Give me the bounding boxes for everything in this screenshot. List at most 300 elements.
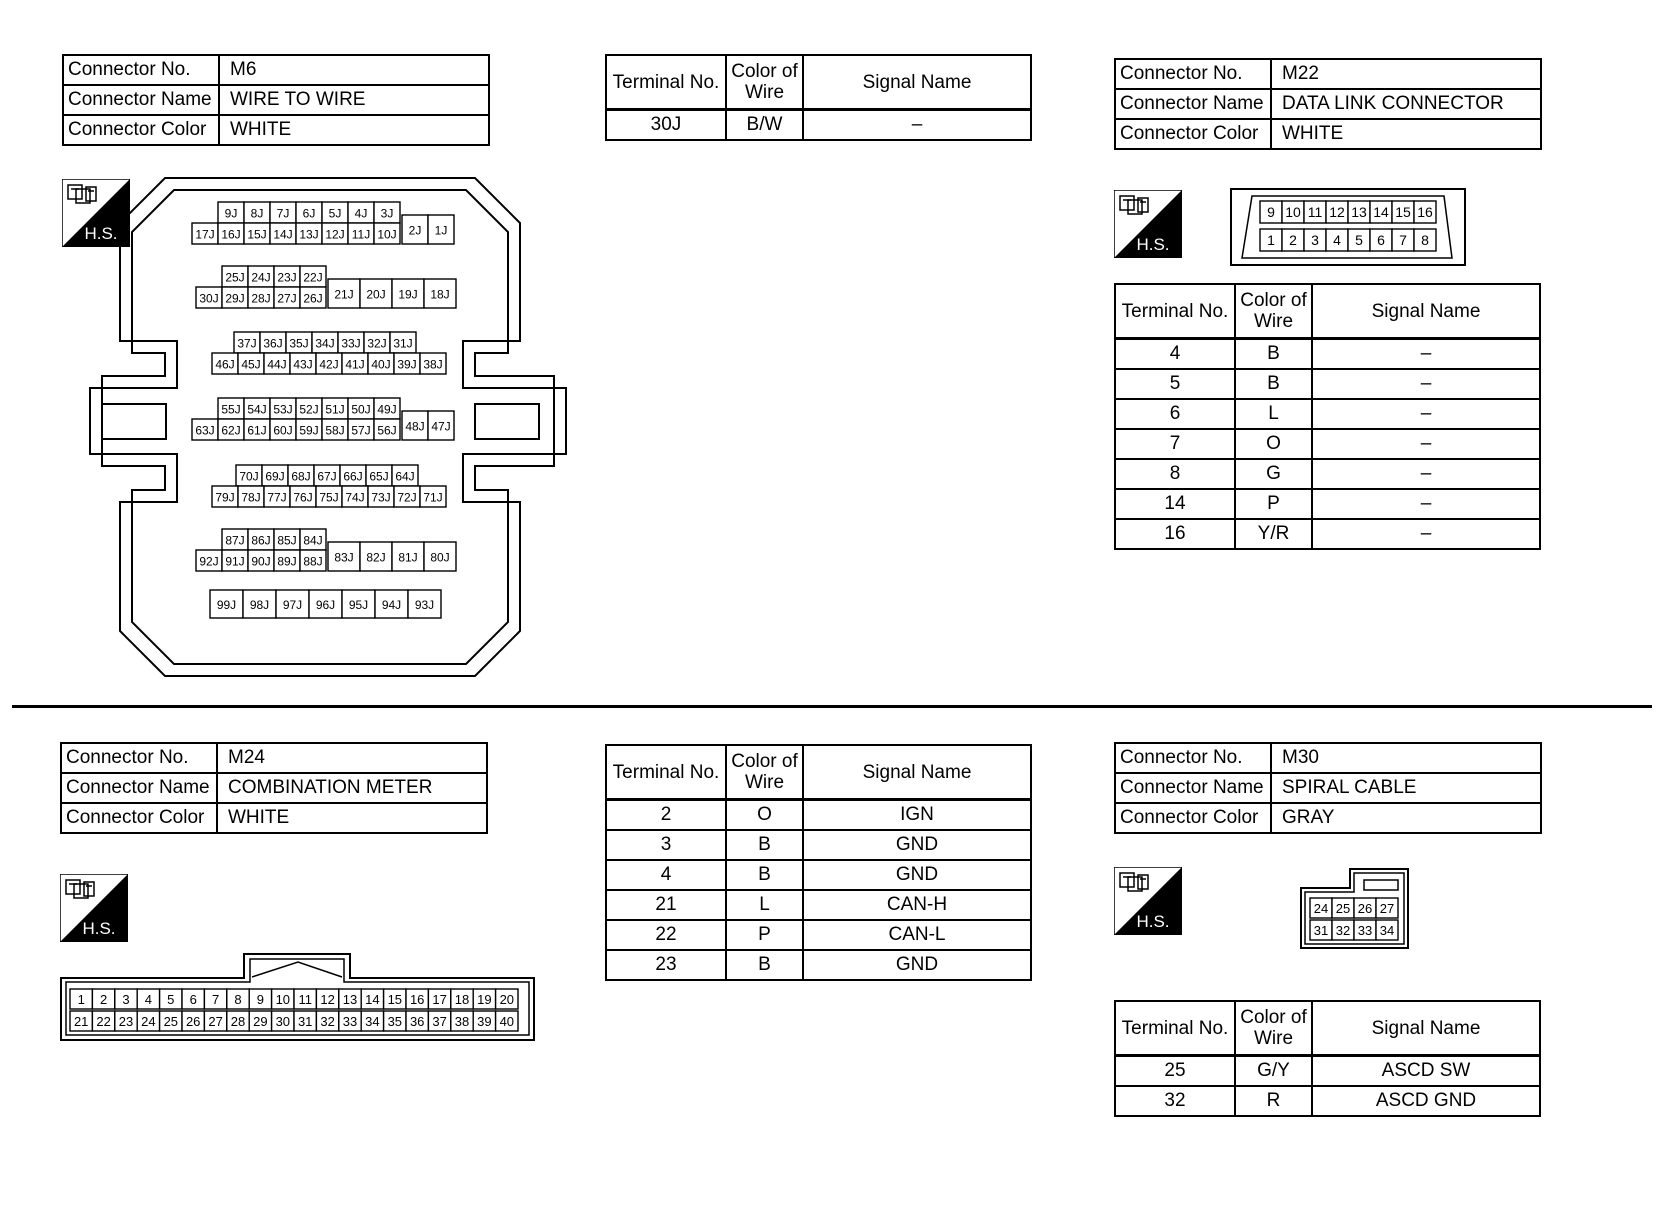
m6-connector-info-table — [62, 54, 490, 146]
pin-cavity — [339, 1011, 361, 1031]
pin-label: 6 — [1377, 232, 1385, 248]
pin-label: 13 — [342, 992, 358, 1007]
pin-cavity — [1414, 229, 1436, 251]
wire-color-cell: O — [1235, 429, 1312, 459]
wire-color-cell: G/Y — [1235, 1056, 1312, 1087]
terminal-cell: 4 — [1115, 339, 1235, 370]
pin-cavity — [428, 989, 450, 1009]
pin-label: 31 — [297, 1014, 313, 1029]
pin-label: 31J — [393, 336, 413, 351]
pin-cavity — [160, 1011, 182, 1031]
pin-label: 37J — [237, 336, 257, 351]
pin-cavity — [420, 353, 446, 374]
signal-cell: – — [1312, 429, 1540, 459]
pin-cavity — [328, 542, 360, 571]
pin-cavity — [244, 223, 270, 244]
m30-terminal-table — [1114, 1000, 1541, 1117]
pin-label: 24 — [1313, 901, 1329, 916]
pin-cavity — [322, 223, 348, 244]
pin-label: 51J — [325, 402, 345, 417]
pin-label: 26 — [1357, 901, 1373, 916]
pin-cavity — [364, 332, 390, 353]
pin-cavity — [270, 202, 296, 223]
pin-label: 13J — [299, 227, 319, 242]
signal-cell: – — [1312, 459, 1540, 489]
wire-color-cell: Y/R — [1235, 519, 1312, 549]
pin-cavity — [248, 266, 274, 287]
pin-label: 73J — [371, 490, 391, 505]
m22-connector-info-table — [1114, 58, 1542, 150]
pin-label: 60J — [273, 423, 293, 438]
signal-name-header: Signal Name — [803, 745, 1031, 800]
pin-cavity — [290, 486, 316, 507]
pin-cavity — [160, 989, 182, 1009]
pin-cavity — [406, 989, 428, 1009]
pin-cavity — [244, 398, 270, 419]
pin-label: 21 — [73, 1014, 89, 1029]
pin-label: 22J — [303, 270, 323, 285]
pin-label: 65J — [369, 469, 389, 484]
m6-connector-name: WIRE TO WIRE — [219, 85, 489, 115]
pin-cavity — [92, 1011, 114, 1031]
wire-color-cell: B — [1235, 339, 1312, 370]
pin-cavity — [368, 486, 394, 507]
pin-cavity — [300, 266, 326, 287]
pin-label: 32 — [1335, 923, 1351, 938]
wire-color-cell: R — [1235, 1086, 1312, 1116]
pin-label: 26 — [185, 1014, 201, 1029]
pin-cavity — [137, 1011, 159, 1031]
pin-label: 25 — [1335, 901, 1351, 916]
pin-cavity — [473, 989, 495, 1009]
pin-cavity — [322, 202, 348, 223]
table-row — [606, 890, 1031, 920]
pin-cavity — [428, 1011, 450, 1031]
pin-cavity — [1282, 229, 1304, 251]
m24-connector-name: COMBINATION METER — [217, 773, 487, 803]
pin-cavity — [402, 411, 428, 440]
pin-cavity — [1326, 229, 1348, 251]
terminal-no-header: Terminal No. — [1115, 284, 1235, 339]
pin-label: 87J — [225, 533, 245, 548]
pin-label: 93J — [414, 598, 435, 612]
pin-cavity — [238, 353, 264, 374]
pin-label: 33 — [342, 1014, 358, 1029]
pin-cavity — [1282, 201, 1304, 223]
pin-cavity — [290, 353, 316, 374]
pin-cavity — [424, 279, 456, 308]
pin-cavity — [218, 223, 244, 244]
pin-cavity — [137, 989, 159, 1009]
pin-cavity — [424, 542, 456, 571]
wire-color-cell: G — [1235, 459, 1312, 489]
table-row — [1115, 1086, 1540, 1116]
pin-label: 9 — [256, 992, 265, 1007]
pin-label: 27 — [208, 1014, 223, 1029]
pin-label: 91J — [225, 554, 245, 569]
pin-cavity — [210, 590, 243, 618]
pin-cavity — [1310, 898, 1332, 918]
pin-label: 78J — [241, 490, 261, 505]
m22-connector-color: WHITE — [1271, 119, 1541, 149]
terminal-cell: 30J — [606, 110, 726, 141]
pin-label: 50J — [351, 402, 371, 417]
connector-name-label: Connector Name — [61, 773, 217, 803]
pin-label: 27 — [1379, 901, 1395, 916]
pin-label: 19J — [398, 287, 418, 302]
pin-label: 74J — [345, 490, 365, 505]
pin-cavity — [374, 223, 400, 244]
wire-color-cell: P — [1235, 489, 1312, 519]
pin-label: 63J — [195, 423, 215, 438]
section-divider — [12, 705, 1652, 708]
pin-label: 67J — [317, 469, 337, 484]
signal-cell: CAN-H — [803, 890, 1031, 920]
pin-cavity — [248, 529, 274, 550]
signal-cell: – — [1312, 489, 1540, 519]
signal-cell: GND — [803, 860, 1031, 890]
pin-label: 24 — [141, 1014, 156, 1029]
m6-connector-color: WHITE — [219, 115, 489, 145]
pin-cavity — [296, 223, 322, 244]
table-row — [606, 860, 1031, 890]
m22-terminal-table — [1114, 283, 1541, 550]
pin-label: 84J — [303, 533, 323, 548]
signal-cell: ASCD GND — [1312, 1086, 1540, 1116]
pin-label: 12 — [1329, 204, 1345, 220]
pin-cavity — [316, 353, 342, 374]
signal-cell: CAN-L — [803, 920, 1031, 950]
pin-cavity — [384, 989, 406, 1009]
pin-label: 72J — [397, 490, 417, 505]
terminal-cell: 5 — [1115, 369, 1235, 399]
pin-cavity — [316, 486, 342, 507]
terminal-no-header: Terminal No. — [606, 745, 726, 800]
pin-cavity — [1348, 229, 1370, 251]
pin-cavity — [204, 989, 226, 1009]
terminal-cell: 22 — [606, 920, 726, 950]
wire-color-cell: B/W — [726, 110, 803, 141]
pin-cavity — [264, 486, 290, 507]
pin-cavity — [402, 215, 428, 244]
pin-label: 11 — [1307, 204, 1323, 220]
pin-cavity — [296, 202, 322, 223]
pin-label: 32J — [367, 336, 387, 351]
pin-label: 45J — [241, 357, 261, 372]
pin-cavity — [338, 332, 364, 353]
harness-side-icon — [1114, 190, 1182, 258]
pin-cavity — [270, 223, 296, 244]
pin-cavity — [1414, 201, 1436, 223]
pin-label: 14 — [1373, 204, 1389, 220]
pin-cavity — [222, 266, 248, 287]
pin-label: 81J — [398, 550, 418, 565]
color-of-wire-header: Color of Wire — [726, 55, 803, 110]
pin-cavity — [264, 353, 290, 374]
pin-label: 80J — [430, 550, 450, 565]
wire-color-cell: B — [726, 950, 803, 980]
pin-label: 76J — [293, 490, 313, 505]
pin-cavity — [243, 590, 276, 618]
pin-cavity — [316, 1011, 338, 1031]
pin-cavity — [70, 989, 92, 1009]
pin-label: 42J — [319, 357, 339, 372]
pin-label: 25 — [163, 1014, 179, 1029]
pin-label: 59J — [299, 423, 319, 438]
connector-color-label: Connector Color — [63, 115, 219, 145]
pin-label: 15 — [387, 992, 403, 1007]
pin-cavity — [218, 398, 244, 419]
pin-cavity — [115, 989, 137, 1009]
connector-color-label: Connector Color — [61, 803, 217, 833]
pin-cavity — [342, 590, 375, 618]
pin-cavity — [392, 279, 424, 308]
terminal-no-header: Terminal No. — [1115, 1001, 1235, 1056]
pin-label: 38J — [423, 357, 443, 372]
pin-label: 3 — [122, 992, 130, 1007]
pin-label: 75J — [319, 490, 339, 505]
pin-cavity — [1348, 201, 1370, 223]
pin-cavity — [360, 279, 392, 308]
terminal-cell: 4 — [606, 860, 726, 890]
m6-connector-no: M6 — [219, 55, 489, 85]
terminal-cell: 16 — [1115, 519, 1235, 549]
pin-label: 53J — [273, 402, 293, 417]
terminal-cell: 2 — [606, 800, 726, 831]
pin-cavity — [248, 287, 274, 308]
m30-connector-no: M30 — [1271, 743, 1541, 773]
harness-side-icon — [1114, 867, 1182, 935]
pin-label: 34J — [315, 336, 335, 351]
pin-cavity — [249, 1011, 271, 1031]
pin-cavity — [92, 989, 114, 1009]
pin-cavity — [420, 486, 446, 507]
connector-name-label: Connector Name — [1115, 89, 1271, 119]
pin-label: 7 — [1399, 232, 1407, 248]
pin-label: 58J — [325, 423, 345, 438]
pin-cavity — [1332, 898, 1354, 918]
pin-label: 95J — [348, 598, 369, 612]
pin-label: 1 — [1267, 232, 1275, 248]
pin-label: 21J — [334, 287, 354, 302]
pin-label: 16J — [221, 227, 241, 242]
pin-label: 33 — [1357, 923, 1373, 938]
table-row — [1115, 519, 1540, 549]
pin-label: 24J — [251, 270, 271, 285]
pin-label: 20 — [499, 992, 515, 1007]
pin-cavity — [274, 529, 300, 550]
pin-cavity — [348, 223, 374, 244]
pin-label: 34 — [365, 1014, 380, 1029]
terminal-cell: 32 — [1115, 1086, 1235, 1116]
pin-cavity — [408, 590, 441, 618]
pin-cavity — [182, 989, 204, 1009]
pin-cavity — [294, 1011, 316, 1031]
pin-cavity — [270, 398, 296, 419]
pin-cavity — [342, 486, 368, 507]
wire-color-cell: B — [726, 860, 803, 890]
pin-label: 8J — [250, 206, 264, 221]
color-of-wire-header: Color of Wire — [1235, 1001, 1312, 1056]
pin-cavity — [1376, 920, 1398, 940]
pin-cavity — [296, 398, 322, 419]
wire-color-cell: B — [726, 830, 803, 860]
pin-label: 11 — [298, 992, 312, 1007]
connector-color-label: Connector Color — [1115, 803, 1271, 833]
pin-cavity — [300, 550, 326, 571]
pin-label: 8 — [1421, 232, 1429, 248]
pin-cavity — [1392, 201, 1414, 223]
m22-pin-grid — [1260, 201, 1436, 251]
terminal-cell: 14 — [1115, 489, 1235, 519]
signal-cell: – — [803, 110, 1031, 141]
pin-cavity — [274, 266, 300, 287]
pin-label: 7J — [276, 206, 290, 221]
pin-label: 70J — [239, 469, 259, 484]
pin-cavity — [348, 398, 374, 419]
connector-no-label: Connector No. — [61, 743, 217, 773]
terminal-cell: 8 — [1115, 459, 1235, 489]
m22-connector-face — [1230, 188, 1466, 268]
wire-color-cell: P — [726, 920, 803, 950]
pin-label: 29 — [253, 1014, 268, 1029]
pin-label: 62J — [221, 423, 241, 438]
pin-label: 10 — [1285, 204, 1301, 220]
pin-label: 79J — [215, 490, 235, 505]
pin-label: 7 — [211, 992, 220, 1007]
pin-label: 38 — [454, 1014, 470, 1029]
pin-cavity — [1370, 229, 1392, 251]
pin-cavity — [192, 419, 218, 440]
pin-label: 40J — [371, 357, 391, 372]
pin-cavity — [244, 202, 270, 223]
table-row — [606, 950, 1031, 980]
wire-color-cell: B — [1235, 369, 1312, 399]
pin-label: 12 — [320, 992, 335, 1007]
pin-label: 31 — [1313, 923, 1329, 938]
pin-label: 66J — [343, 469, 363, 484]
pin-label: 83J — [334, 550, 354, 565]
pin-cavity — [294, 989, 316, 1009]
pin-label: 5 — [167, 992, 175, 1007]
pin-label: 8 — [234, 992, 242, 1007]
pin-cavity — [328, 279, 360, 308]
pin-label: 99J — [216, 598, 237, 612]
m30-connector-name: SPIRAL CABLE — [1271, 773, 1541, 803]
pin-label: 33J — [341, 336, 361, 351]
pin-label: 6J — [302, 206, 316, 221]
pin-label: 16 — [409, 992, 425, 1007]
pin-label: 82J — [366, 550, 386, 565]
pin-cavity — [312, 332, 338, 353]
pin-label: 4J — [354, 206, 368, 221]
pin-label: 46J — [215, 357, 235, 372]
m6-pin-grid — [192, 202, 456, 618]
pin-cavity — [222, 550, 248, 571]
pin-cavity — [212, 353, 238, 374]
pin-label: 86J — [251, 533, 271, 548]
pin-cavity — [192, 223, 218, 244]
pin-label: 18J — [430, 287, 450, 302]
pin-cavity — [374, 398, 400, 419]
pin-cavity — [276, 590, 309, 618]
pin-label: 22 — [96, 1014, 111, 1029]
pin-cavity — [288, 465, 314, 486]
signal-cell: – — [1312, 399, 1540, 429]
signal-name-header: Signal Name — [1312, 284, 1540, 339]
pin-cavity — [384, 1011, 406, 1031]
pin-cavity — [196, 287, 222, 308]
pin-cavity — [260, 332, 286, 353]
pin-cavity — [227, 1011, 249, 1031]
table-row — [1115, 459, 1540, 489]
pin-cavity — [218, 202, 244, 223]
pin-label: 5J — [328, 206, 342, 221]
pin-cavity — [348, 202, 374, 223]
pin-label: 43J — [293, 357, 313, 372]
pin-label: 61J — [247, 423, 267, 438]
pin-label: 14 — [365, 992, 380, 1007]
pin-cavity — [342, 353, 368, 374]
terminal-cell: 6 — [1115, 399, 1235, 429]
pin-label: 49J — [377, 402, 397, 417]
pin-cavity — [451, 989, 473, 1009]
pin-label: 89J — [277, 554, 297, 569]
pin-label: 19 — [477, 992, 492, 1007]
pin-label: 35J — [289, 336, 309, 351]
pin-label: 47J — [431, 419, 451, 434]
m30-connector-info-table — [1114, 742, 1542, 834]
pin-label: 15J — [247, 227, 267, 242]
pin-cavity — [272, 989, 294, 1009]
signal-cell: – — [1312, 519, 1540, 549]
pin-label: 48J — [405, 419, 425, 434]
pin-cavity — [248, 550, 274, 571]
pin-label: 36 — [409, 1014, 425, 1029]
pin-label: 20J — [366, 287, 386, 302]
table-row — [606, 920, 1031, 950]
pin-label: 90J — [251, 554, 271, 569]
pin-cavity — [70, 1011, 92, 1031]
pin-label: 17 — [432, 992, 447, 1007]
pin-label: 28J — [251, 291, 271, 306]
signal-cell: GND — [803, 830, 1031, 860]
connector-color-label: Connector Color — [1115, 119, 1271, 149]
pin-cavity — [270, 419, 296, 440]
pin-label: 55J — [221, 402, 241, 417]
pin-cavity — [406, 1011, 428, 1031]
harness-side-icon — [60, 874, 128, 942]
hs-label: H.S. — [84, 224, 118, 243]
pin-label: 5 — [1355, 232, 1363, 248]
table-row — [1115, 1056, 1540, 1087]
pin-cavity — [1260, 229, 1282, 251]
pin-cavity — [1304, 201, 1326, 223]
pin-cavity — [340, 465, 366, 486]
pin-cavity — [1376, 898, 1398, 918]
pin-label: 1 — [77, 992, 85, 1007]
pin-label: 30J — [199, 291, 219, 306]
pin-label: 10 — [275, 992, 291, 1007]
pin-label: 64J — [395, 469, 415, 484]
table-row — [1115, 369, 1540, 399]
pin-cavity — [322, 398, 348, 419]
pin-label: 85J — [277, 533, 297, 548]
pin-cavity — [374, 202, 400, 223]
signal-name-header: Signal Name — [1312, 1001, 1540, 1056]
pin-label: 2 — [99, 992, 108, 1007]
pin-cavity — [274, 287, 300, 308]
